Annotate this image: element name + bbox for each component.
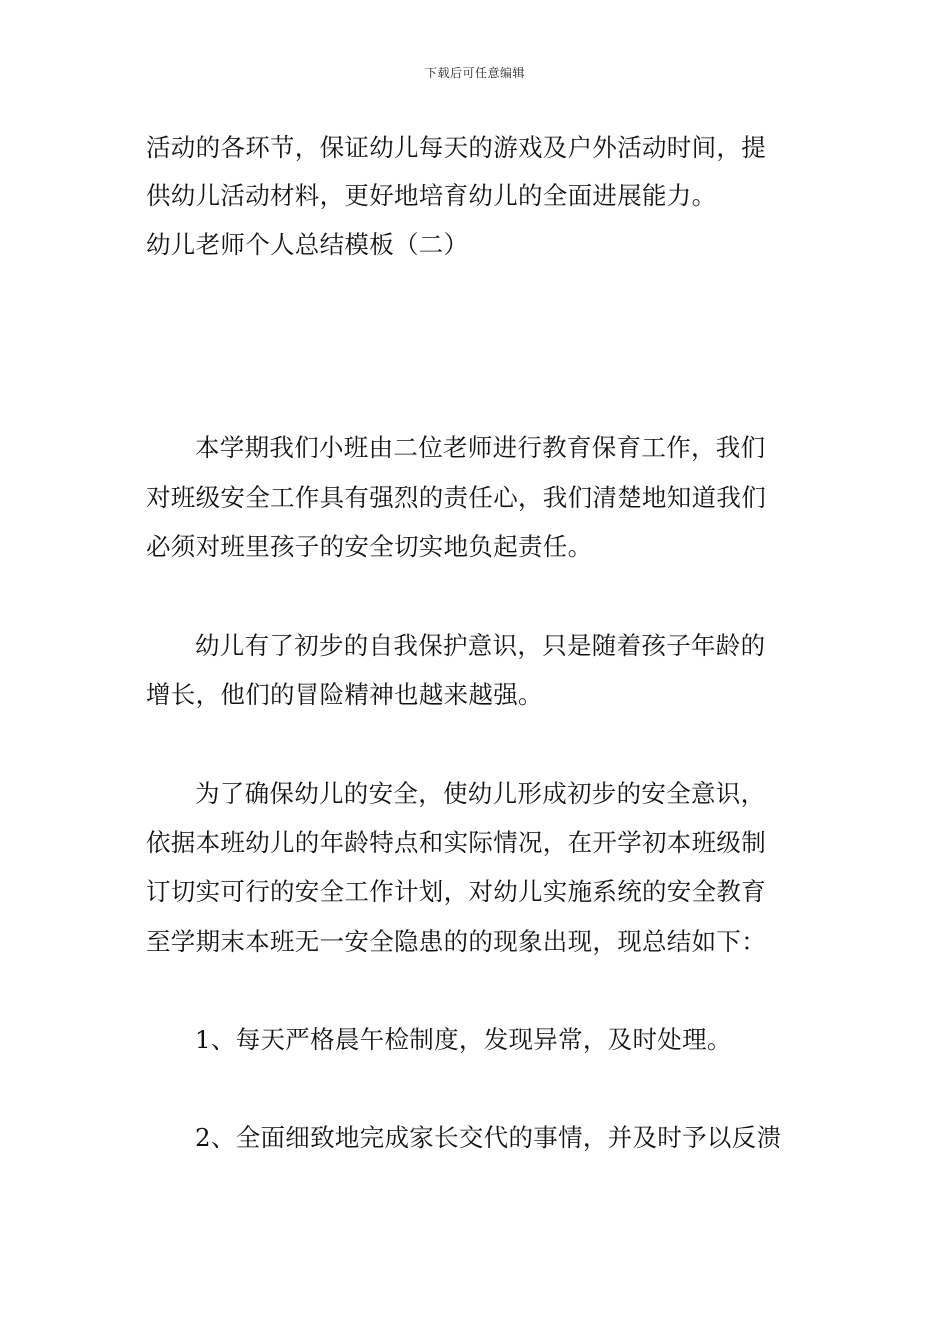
- text-line-7: 幼儿有了初步的自我保护意识，只是随着孩子年龄的: [195, 631, 766, 660]
- text-line-9: 为了确保幼儿的安全，使幼儿形成初步的安全意识，: [195, 779, 766, 808]
- text-line-6: 必须对班里孩子的安全切实地负起责任。: [146, 532, 593, 561]
- list-item-1: 1、每天严格晨午检制度，发现异常，及时处理。: [195, 1025, 732, 1054]
- page-header-note: 下载后可任意编辑: [424, 66, 525, 80]
- text-line-8: 增长，他们的冒险精神也越来越强。: [146, 680, 543, 709]
- text-line-4: 本学期我们小班由二位老师进行教育保育工作，我们: [195, 433, 766, 462]
- section-title: 幼儿老师个人总结模板（二）: [146, 230, 469, 259]
- text-line-5: 对班级安全工作具有强烈的责任心，我们清楚地知道我们: [146, 483, 766, 512]
- list-item-2: 2、全面细致地完成家长交代的事情，并及时予以反溃: [195, 1123, 782, 1152]
- text-line-12: 至学期末本班无一安全隐患的的现象出现，现总结如下：: [146, 927, 766, 956]
- text-line-2: 供幼儿活动材料，更好地培育幼儿的全面进展能力。: [146, 181, 717, 210]
- text-line-1: 活动的各环节，保证幼儿每天的游戏及户外活动时间，提: [146, 133, 766, 162]
- text-line-11: 订切实可行的安全工作计划，对幼儿实施系统的安全教育: [146, 877, 766, 906]
- text-line-10: 依据本班幼儿的年龄特点和实际情况，在开学初本班级制: [146, 828, 766, 857]
